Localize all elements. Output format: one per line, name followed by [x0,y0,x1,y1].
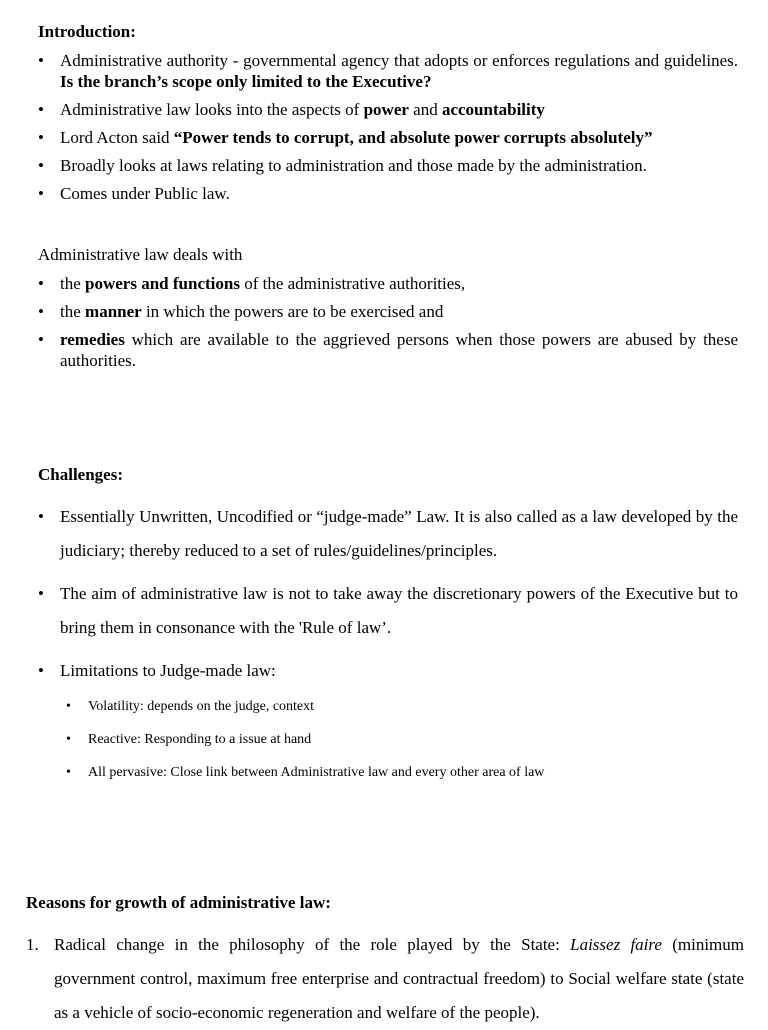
reasons-heading: Reasons for growth of administrative law: [26,893,331,912]
list-item: 1. Radical change in the philosophy of the role played by the State: Laissez faire (minimum government control, maximum free enterprise and contractual freedom) to Social welfare state (state as a vehicle of socio-economic regeneration and welfare of the people). [26,928,744,1030]
list-item: • remedies which are available to the aggrieved persons when those powers are abused by these authorities. [38,329,738,371]
intro-heading: Introduction: [38,22,136,41]
deals-intro: Administrative law deals with [38,245,243,264]
list-item: • Administrative authority - governmental agency that adopts or enforces regulations and guidelines. Is the branch’s scope only limited to the Executive? [38,50,738,92]
list-item: • Administrative law looks into the aspects of power and accountability [38,99,738,120]
deals-list [38,273,738,378]
item-number: 1. [26,935,39,954]
list-item: • Lord Acton said “Power tends to corrupt, and absolute power corrupts absolutely” [38,127,738,148]
list-item: • the manner in which the powers are to be exercised and [38,301,738,322]
list-item: • Limitations to Judge-made law: [38,654,738,688]
reasons-list [26,928,744,1030]
list-item: • Broadly looks at laws relating to administration and those made by the administration. [38,155,738,176]
intro-list [38,50,738,211]
limitations-sublist [66,698,706,797]
challenges-heading: Challenges: [38,465,123,484]
list-item: • Reactive: Responding to a issue at hand [66,731,706,749]
list-item: • All pervasive: Close link between Administrative law and every other area of law [66,764,706,782]
challenges-list [38,500,738,697]
list-item: • the powers and functions of the administrative authorities, [38,273,738,294]
list-item: • Volatility: depends on the judge, context [66,698,706,716]
list-item: • Essentially Unwritten, Uncodified or “judge-made” Law. It is also called as a law developed by the judiciary; thereby reduced to a set of rules/guidelines/principles. [38,500,738,568]
list-item: • Comes under Public law. [38,183,738,204]
list-item: • The aim of administrative law is not to take away the discretionary powers of the Executive but to bring them in consonance with the 'Rule of law’. [38,577,738,645]
